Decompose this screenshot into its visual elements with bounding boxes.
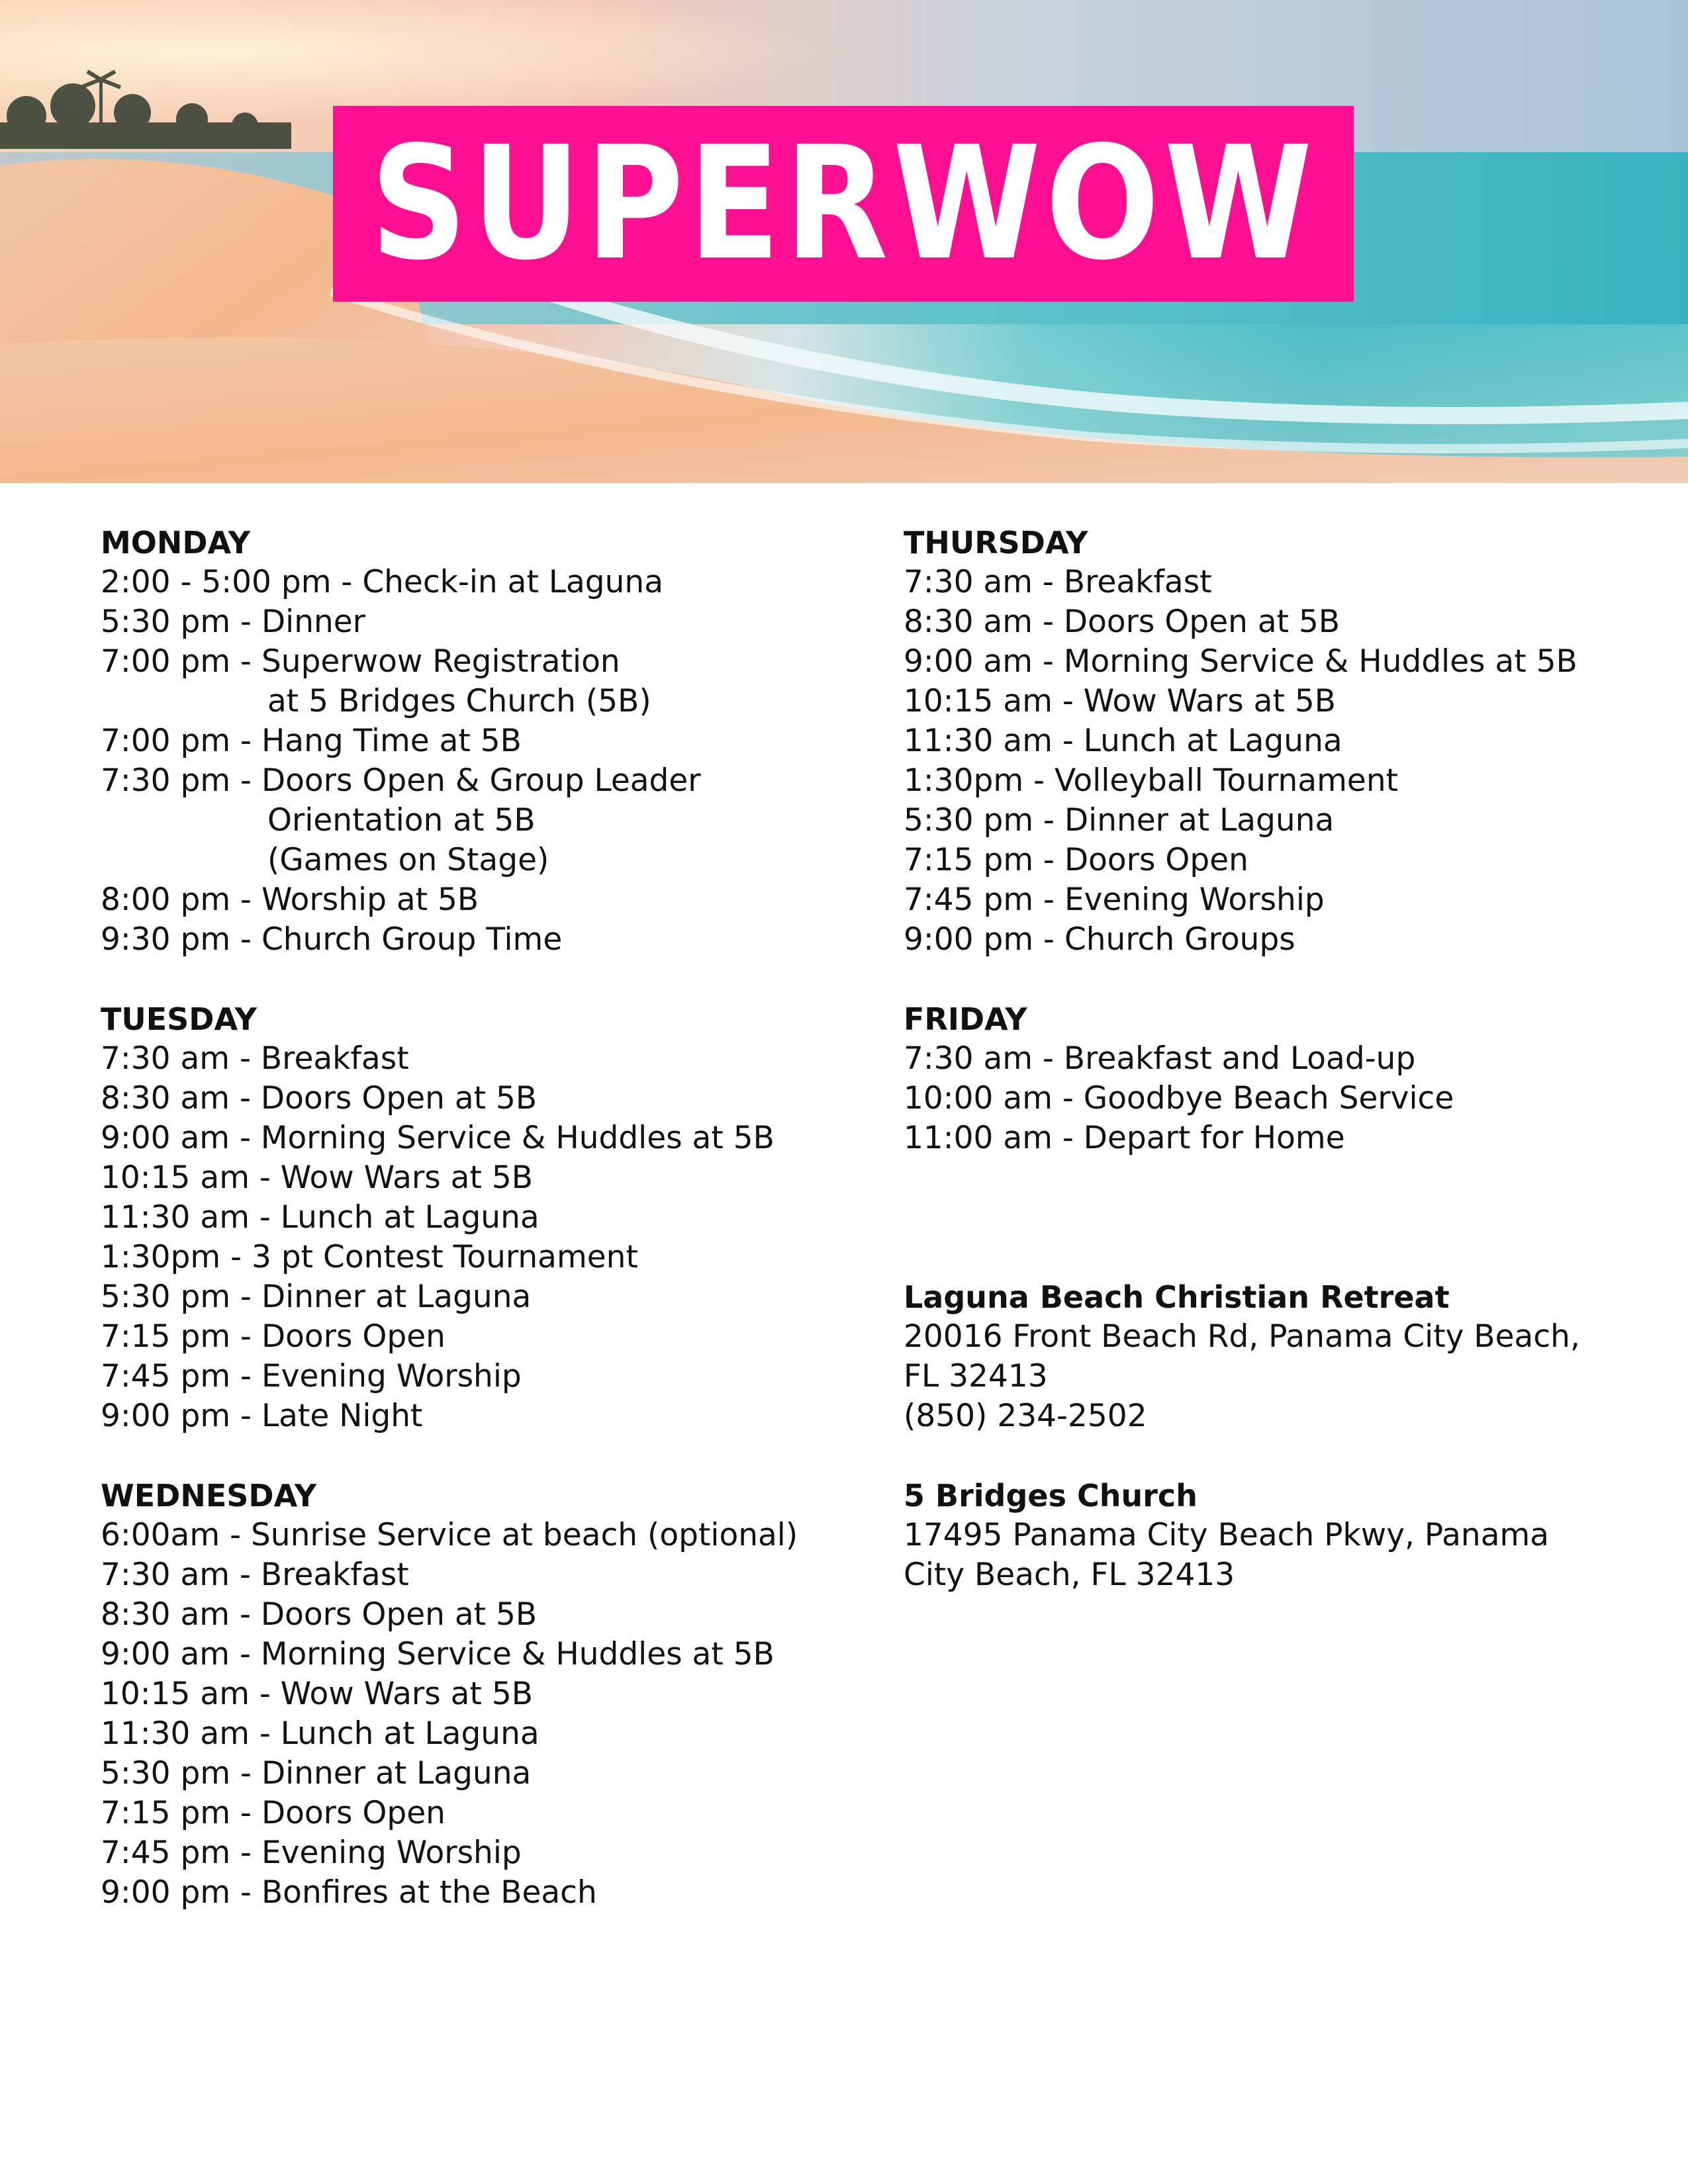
schedule-item: 7:00 pm - Hang Time at 5B [101,723,522,759]
schedule-item: 8:30 am - Doors Open at 5B [101,1080,538,1116]
schedule-item: 10:15 am - Wow Wars at 5B [904,683,1336,719]
schedule-item: 10:00 am - Goodbye Beach Service [904,1080,1454,1116]
day-heading: MONDAY [101,525,251,561]
day-friday [904,999,1665,1158]
schedule-item: 7:45 pm - Evening Worship [904,882,1325,918]
schedule-item: 9:00 pm - Late Night [101,1398,423,1434]
location-name: 5 Bridges Church [904,1478,1197,1514]
schedule-item: 9:00 pm - Church Groups [904,921,1295,958]
schedule-item: 8:30 am - Doors Open at 5B [101,1596,538,1633]
schedule-item: 9:00 pm - Bonfires at the Beach [101,1874,597,1911]
schedule-item: 7:15 pm - Doors Open [101,1795,445,1831]
schedule-item: 7:45 pm - Evening Worship [101,1358,522,1394]
schedule-item: 5:30 pm - Dinner at Laguna [101,1279,532,1315]
schedule-item: 7:15 pm - Doors Open [101,1318,445,1355]
location-address-line: FL 32413 [904,1358,1048,1394]
schedule-item: 1:30pm - Volleyball Tournament [904,762,1399,799]
location-address-line: 17495 Panama City Beach Pkwy, Panama [904,1517,1550,1553]
schedule-item: 8:30 am - Doors Open at 5B [904,604,1340,640]
schedule-item: 7:15 pm - Doors Open [904,842,1248,878]
schedule-item: 7:00 pm - Superwow Registration [101,643,620,680]
schedule-item: 7:30 am - Breakfast [904,564,1212,600]
day-thursday [904,523,1665,960]
day-heading: FRIDAY [904,1001,1027,1037]
location-laguna [904,1277,1665,1436]
location-address-line: City Beach, FL 32413 [904,1557,1235,1593]
title-banner [333,106,1354,302]
schedule-item: 7:30 am - Breakfast [101,1040,409,1077]
schedule-item: 10:15 am - Wow Wars at 5B [101,1676,533,1712]
schedule-item: 10:15 am - Wow Wars at 5B [101,1160,533,1196]
schedule-item: (Games on Stage) [267,842,549,878]
schedule-item: 11:30 am - Lunch at Laguna [904,723,1342,759]
day-heading: TUESDAY [101,1001,257,1037]
schedule-item: 9:30 pm - Church Group Time [101,921,563,958]
schedule-left-column [101,523,895,1952]
schedule-item: 5:30 pm - Dinner at Laguna [904,802,1335,839]
schedule-item: Orientation at 5B [267,802,536,839]
schedule-item: 9:00 am - Morning Service & Huddles at 5B [101,1636,774,1672]
schedule-item: 8:00 pm - Worship at 5B [101,882,479,918]
day-heading: WEDNESDAY [101,1478,317,1514]
schedule-item: 11:00 am - Depart for Home [904,1120,1345,1156]
schedule-item: 5:30 pm - Dinner at Laguna [101,1755,532,1792]
day-tuesday [101,999,895,1436]
hero-banner [0,0,1688,483]
schedule-item: 11:30 am - Lunch at Laguna [101,1715,539,1752]
schedule-item: 2:00 - 5:00 pm - Check-in at Laguna [101,564,664,600]
day-wednesday [101,1476,895,1913]
schedule-item: 7:30 pm - Doors Open & Group Leader [101,762,701,799]
day-monday [101,523,895,960]
schedule-item: 1:30pm - 3 pt Contest Tournament [101,1239,638,1275]
location-name: Laguna Beach Christian Retreat [904,1279,1450,1315]
schedule-item: 7:45 pm - Evening Worship [101,1835,522,1871]
schedule-item: 6:00am - Sunrise Service at beach (optional) [101,1517,798,1553]
schedule-item: 7:30 am - Breakfast and Load-up [904,1040,1416,1077]
schedule-item: 11:30 am - Lunch at Laguna [101,1199,539,1236]
day-heading: THURSDAY [904,525,1088,561]
location-address-line: 20016 Front Beach Rd, Panama City Beach, [904,1318,1580,1355]
schedule-item: 7:30 am - Breakfast [101,1557,409,1593]
location-address-line: (850) 234-2502 [904,1398,1147,1434]
schedule-item: 9:00 am - Morning Service & Huddles at 5B [904,643,1577,680]
location-5-bridges [904,1476,1665,1595]
schedule-item: at 5 Bridges Church (5B) [267,683,651,719]
schedule-right-column [904,523,1665,1198]
page-title: SUPERWOW [370,113,1317,295]
schedule-item: 9:00 am - Morning Service & Huddles at 5B [101,1120,774,1156]
schedule-item: 5:30 pm - Dinner [101,604,366,640]
